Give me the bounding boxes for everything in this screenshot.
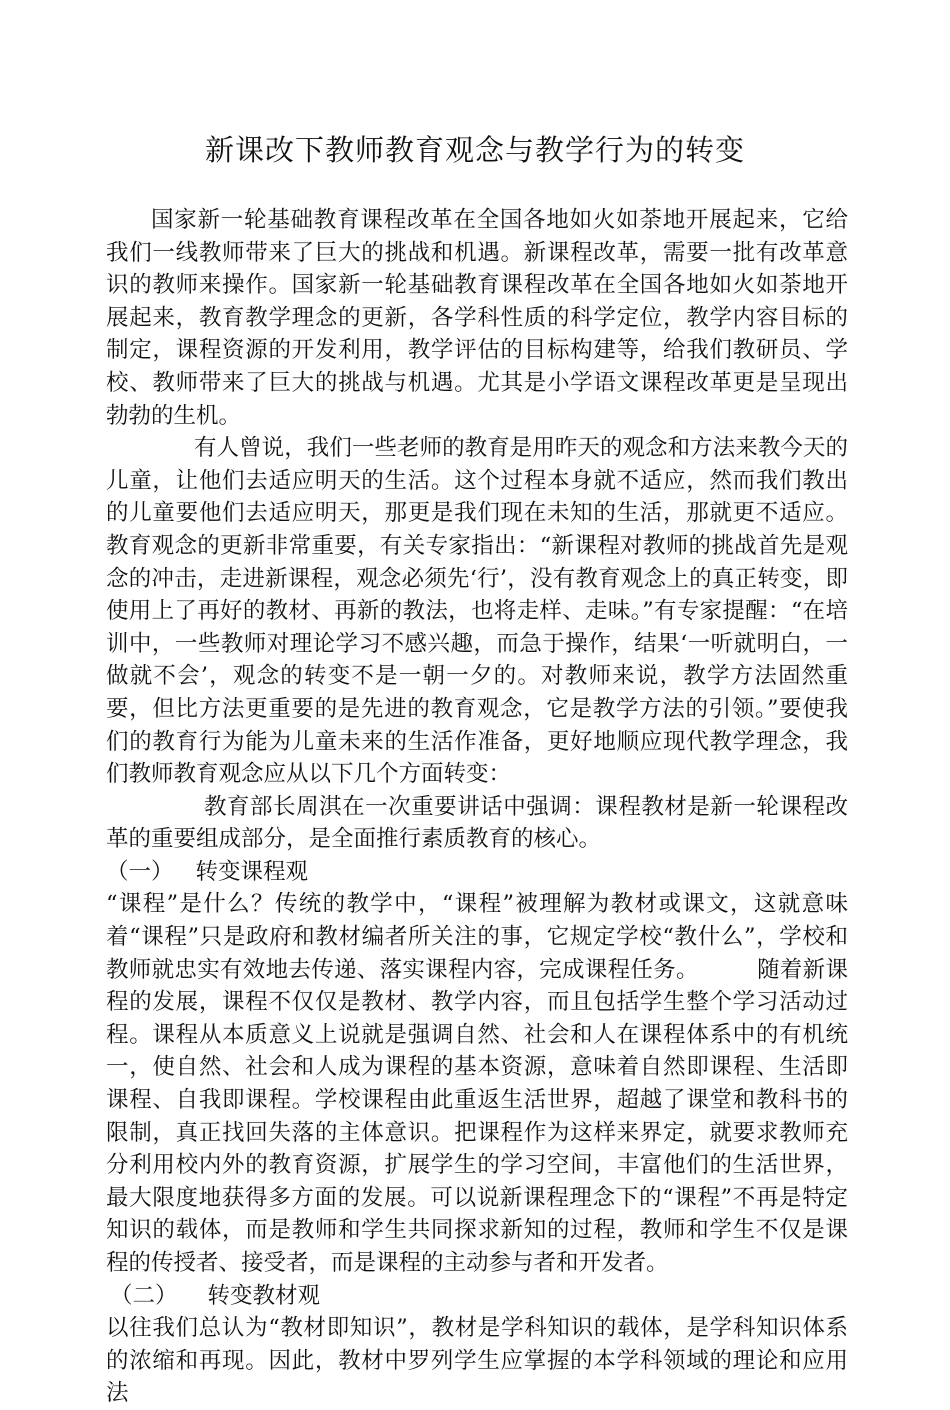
section-heading-1 bbox=[106, 856, 848, 889]
curriculum-paragraph-part-2: 随着新课程的发展，课程不仅仅是教材、教学内容，而且包括学生整个学习活动过程。课程从本质意义上说就是强调自然、社会和人在课程体系中的有机统一，使自然、社会和人成为课程的基本资源，意味着自然即课程、生活即课程、自我即课程。学校课程由此重返生活世界，超越了课堂和教科书的限制，真正找回失落的主体意识。把课程作为这样来界定，就要求教师充分利用校内外的教育资源，扩展学生的学习空间，丰富他们的生活世界，最大限度地获得多方面的发展。可以说新课程理念下的“课程”不再是特定知识的载体，而是教师和学生共同探求新知的过程，教师和学生不仅是课程的传授者、接受者，而是课程的主动参与者和开发者。 bbox=[106, 956, 848, 1276]
section-heading-1-text: 转变课程观 bbox=[195, 858, 309, 885]
section-heading-2-label: （二） bbox=[110, 1282, 178, 1309]
quote-paragraph: 有人曾说，我们一些老师的教育是用昨天的观念和方法来教今天的儿童，让他们去适应明天的生活。这个过程本身就不适应，然而我们教出的儿童要他们去适应明天，那更是我们现在未知的生活，那就更不适应。教育观念的更新非常重要，有关专家指出：“新课程对教师的挑战首先是观念的冲击，走进新课程，观念必须先‘行’，没有教育观念上的真正转变，即使用上了再好的教材、再新的教法，也将走样、走味。”有专家提醒：“在培训中，一些教师对理论学习不感兴趣，而急于操作，结果‘一听就明白，一做就不会’，观念的转变不是一朝一夕的。对教师来说，教学方法固然重要，但比方法更重要的是先进的教育观念，它是教学方法的引领。”要使我们的教育行为能为儿童未来的生活作准备，更好地顺应现代教学理念，我们教师教育观念应从以下几个方面转变： bbox=[106, 435, 848, 788]
document-title: 新课改下教师教育观念与教学行为的转变 bbox=[204, 133, 745, 167]
textbook-paragraph: 以往我们总认为“教材即知识”，教材是学科知识的载体，是学科知识体系的浓缩和再现。因此，教材中罗列学生应掌握的本学科领域的理论和应用法 bbox=[106, 1315, 848, 1407]
intro-paragraph: 国家新一轮基础教育课程改革在全国各地如火如荼地开展起来，它给我们一线教师带来了巨大的挑战和机遇。新课程改革，需要一批有改革意识的教师来操作。国家新一轮基础教育课程改革在全国各地如火如荼地开展起来，教育教学理念的更新，各学科性质的科学定位，教学内容目标的制定，课程资源的开发利用，教学评估的目标构建等，给我们教研员、学校、教师带来了巨大的挑战与机遇。尤其是小学语文课程改革更是呈现出勃勃的生机。 bbox=[106, 207, 848, 429]
curriculum-paragraph-part-1: “课程”是什么？传统的教学中，“课程”被理解为教材或课文，这就意味着“课程”只是政府和教材编者所关注的事，它规定学校“教什么”，学校和教师就忠实有效地去传递、落实课程内容，完成课程任务。 bbox=[106, 891, 848, 983]
minister-paragraph: 教育部长周淇在一次重要讲话中强调：课程教材是新一轮课程改革的重要组成部分，是全面推行素质教育的核心。 bbox=[106, 793, 848, 853]
section-heading-1-label: （一） bbox=[106, 858, 174, 885]
document-body bbox=[106, 204, 848, 1410]
curriculum-paragraph bbox=[106, 888, 848, 1279]
section-heading-2-text: 转变教材观 bbox=[207, 1282, 321, 1309]
section-heading-2 bbox=[106, 1280, 848, 1313]
